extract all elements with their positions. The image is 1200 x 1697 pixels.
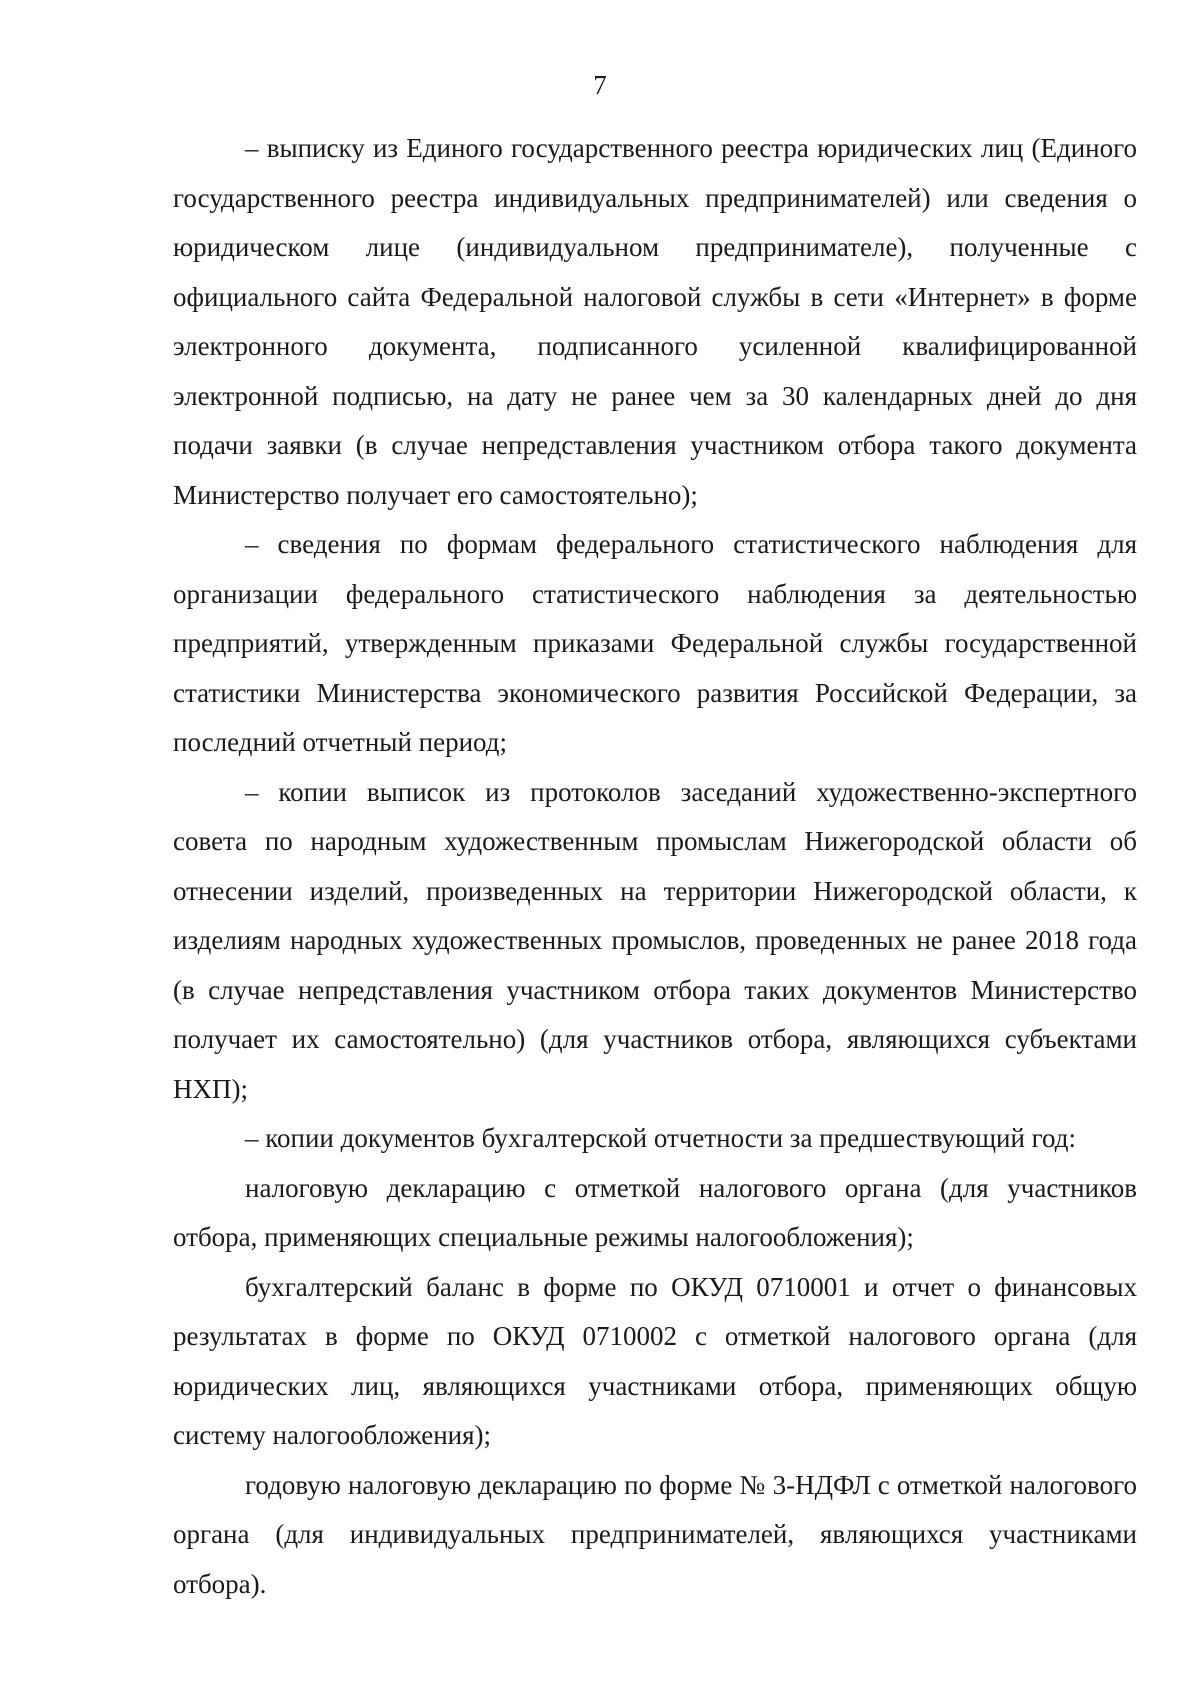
paragraph-accounting-docs: – копии документов бухгалтерской отчетности за предшествующий год: <box>245 1123 1077 1153</box>
paragraph-tax-declaration: налоговую декларацию с отметкой налогового органа (для участников отбора, применяющих специальные режимы налогообложения); <box>173 1172 1137 1252</box>
paragraph-3ndfl-declaration: годовую налоговую декларацию по форме № 3-НДФЛ с отметкой налогового органа (для индивидуальных предпринимателей, являющихся участниками отбора). <box>173 1469 1137 1599</box>
paragraph-balance-sheet: бухгалтерский баланс в форме по ОКУД 0710001 и отчет о финансовых результатах в форме по ОКУД 0710002 с отметкой налогового органа (для юридических лиц, являющихся участниками отбора, применяющих общую систему налогообложения); <box>173 1271 1137 1450</box>
paragraph-statistics-forms: – сведения по формам федерального статистического наблюдения для организации федерального статистического наблюдения за деятельностью предприятий, утвержденным приказами Федеральной службы государственной статистики Министерства экономического развития Российской Федерации, за последний отчетный период; <box>173 529 1137 757</box>
document-body <box>173 124 1137 1609</box>
paragraph-expert-council-extracts: – копии выписок из протоколов заседаний художественно-экспертного совета по народным художественным промыслам Нижегородской области об отнесении изделий, произведенных на территории Нижегородской области, к изделиям народных художественных промыслов, проведенных не ранее 2018 года (в случае непредставления участником отбора таких документов Министерство получает их самостоятельно) (для участников отбора, являющихся субъектами НХП); <box>173 776 1137 1104</box>
paragraph-egrul-extract: – выписку из Единого государственного реестра юридических лиц (Единого государственного реестра индивидуальных предпринимателей) или сведения о юридическом лице (индивидуальном предпринимателе), полученные с официального сайта Федеральной налоговой службы в сети «Интернет» в форме электронного документа, подписанного усиленной квалифицированной электронной подписью, на дату не ранее чем за 30 календарных дней до дня подачи заявки (в случае непредставления участником отбора такого документа Министерство получает его самостоятельно); <box>173 133 1137 510</box>
page-number: 7 <box>593 70 607 100</box>
